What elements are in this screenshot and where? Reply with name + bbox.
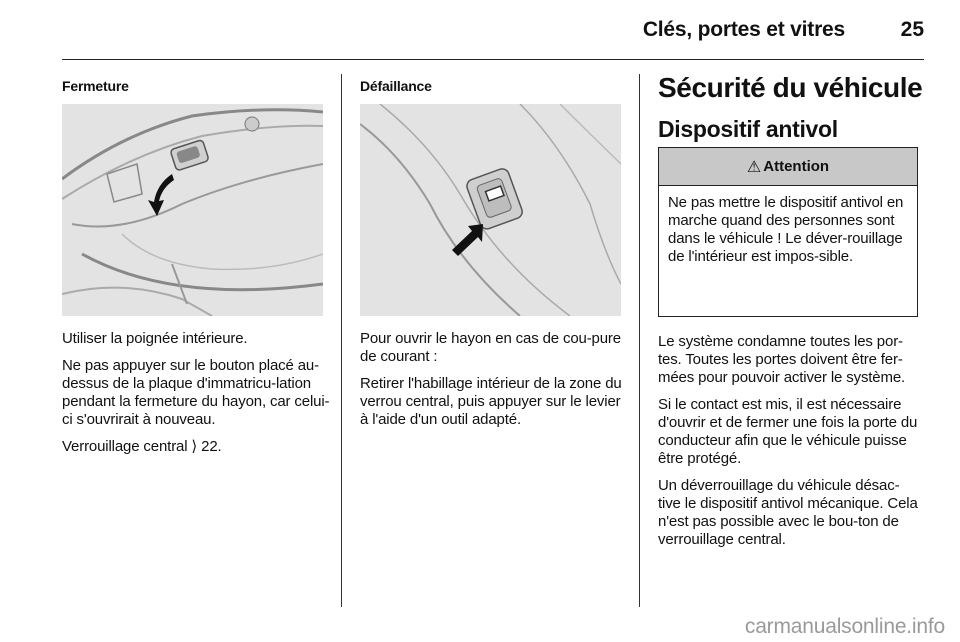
failure-body	[360, 330, 628, 438]
cross-reference: Verrouillage central ⟩ 22.	[62, 438, 222, 455]
paragraph: Pour ouvrir le hayon en cas de cou-pure de courant :	[360, 330, 621, 365]
warning-box	[658, 147, 918, 317]
paragraph: Utiliser la poignée intérieure.	[62, 330, 248, 347]
section-title: Sécurité du véhicule	[658, 72, 923, 103]
closing-body	[62, 330, 332, 465]
warning-header	[659, 148, 917, 186]
warning-text: Ne pas mettre le dispositif antivol en marche quand des personnes sont dans le véhicule ! Le déver-rouillage de l'intérieur est impos-sible.	[668, 194, 904, 265]
paragraph: Si le contact est mis, il est nécessaire d'ouvrir et de fermer une fois la porte du conducteur afin que le véhicule puisse être protégé.	[658, 396, 918, 467]
paragraph: Retirer l'habillage intérieur de la zone du verrou central, puis appuyer sur le levier à l'aide d'un outil adapté.	[360, 375, 622, 428]
section-heading-failure: Défaillance	[360, 78, 432, 94]
page-number: 25	[900, 18, 924, 41]
column-divider	[341, 74, 342, 607]
emergency-lever-figure	[360, 104, 621, 316]
header-divider	[62, 59, 924, 60]
section-heading-closing: Fermeture	[62, 78, 129, 94]
watermark: carmanualsonline.info	[744, 615, 945, 638]
column-divider	[639, 74, 640, 607]
emergency-lever-illustration	[360, 104, 621, 316]
tailgate-handle-figure	[62, 104, 323, 316]
column-failure	[360, 78, 628, 94]
paragraph: Un déverrouillage du véhicule désac-tive le dispositif antivol mécanique. Cela n'est pas possible avec le bou-ton de verrouillage central.	[658, 477, 918, 548]
paragraph: Le système condamne toutes les por-tes. Toutes les portes doivent être fer-mées pour pouvoir activer le système.	[658, 333, 906, 386]
antitheft-body	[658, 333, 922, 558]
page-header-title: Clés, portes et vitres	[642, 18, 845, 41]
warning-triangle-icon: ⚠	[746, 158, 762, 176]
paragraph: Ne pas appuyer sur le bouton placé au-dessus de la plaque d'immatricu-lation pendant la fermeture du hayon, car celui-ci s'ouvrirait à nouveau.	[62, 357, 330, 428]
tailgate-handle-illustration	[62, 104, 323, 316]
column-closing	[62, 78, 330, 94]
subsection-title: Dispositif antivol	[658, 116, 838, 142]
warning-title: Attention	[763, 158, 830, 175]
